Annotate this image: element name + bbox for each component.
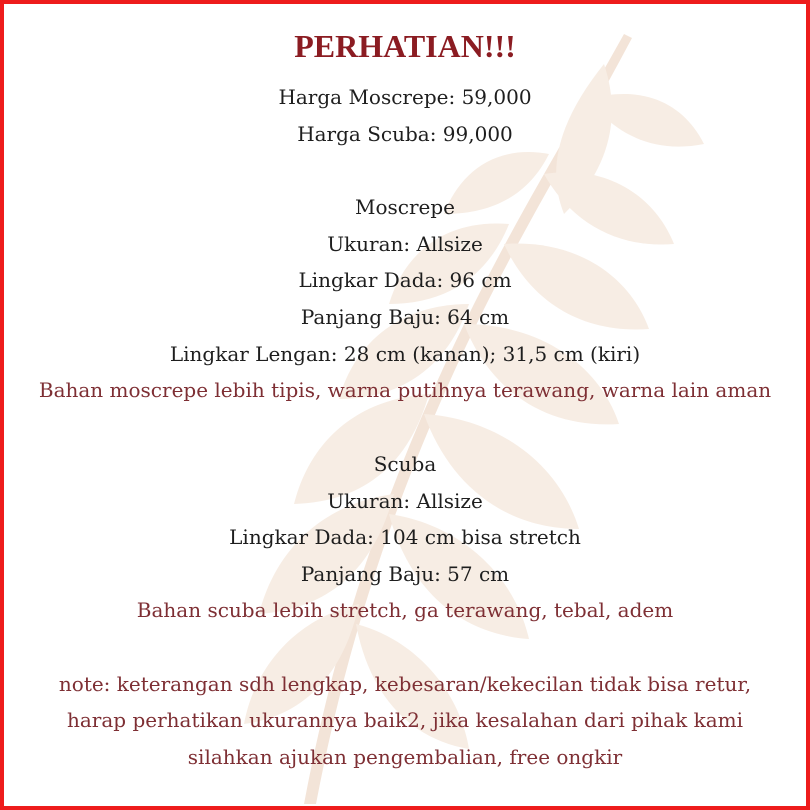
scuba-size: Ukuran: Allsize — [327, 489, 483, 513]
scuba-heading: Scuba — [373, 452, 437, 476]
moscrepe-chest: Lingkar Dada: 96 cm — [298, 268, 512, 292]
page-title: PERHATIAN!!! — [294, 28, 516, 64]
announcement-content — [4, 4, 806, 806]
moscrepe-arm: Lingkar Lengan: 28 cm (kanan); 31,5 cm (kiri) — [169, 342, 641, 366]
footer-note-line-3: silahkan ajukan pengembalian, free ongkir — [187, 745, 623, 769]
footer-note-line-2: harap perhatikan ukurannya baik2, jika kesalahan dari pihak kami — [67, 708, 743, 732]
moscrepe-note: Bahan moscrepe lebih tipis, warna putihnya terawang, warna lain aman — [38, 378, 772, 402]
moscrepe-size: Ukuran: Allsize — [327, 232, 483, 256]
moscrepe-length: Panjang Baju: 64 cm — [300, 305, 510, 329]
moscrepe-heading: Moscrepe — [354, 195, 456, 219]
scuba-note: Bahan scuba lebih stretch, ga terawang, tebal, adem — [136, 598, 674, 622]
scuba-length: Panjang Baju: 57 cm — [300, 562, 510, 586]
footer-note-line-1: note: keterangan sdh lengkap, kebesaran/kekecilan tidak bisa retur, — [58, 672, 752, 696]
price-moscrepe: Harga Moscrepe: 59,000 — [278, 85, 532, 109]
scuba-chest: Lingkar Dada: 104 cm bisa stretch — [229, 525, 581, 549]
price-scuba: Harga Scuba: 99,000 — [297, 122, 513, 146]
